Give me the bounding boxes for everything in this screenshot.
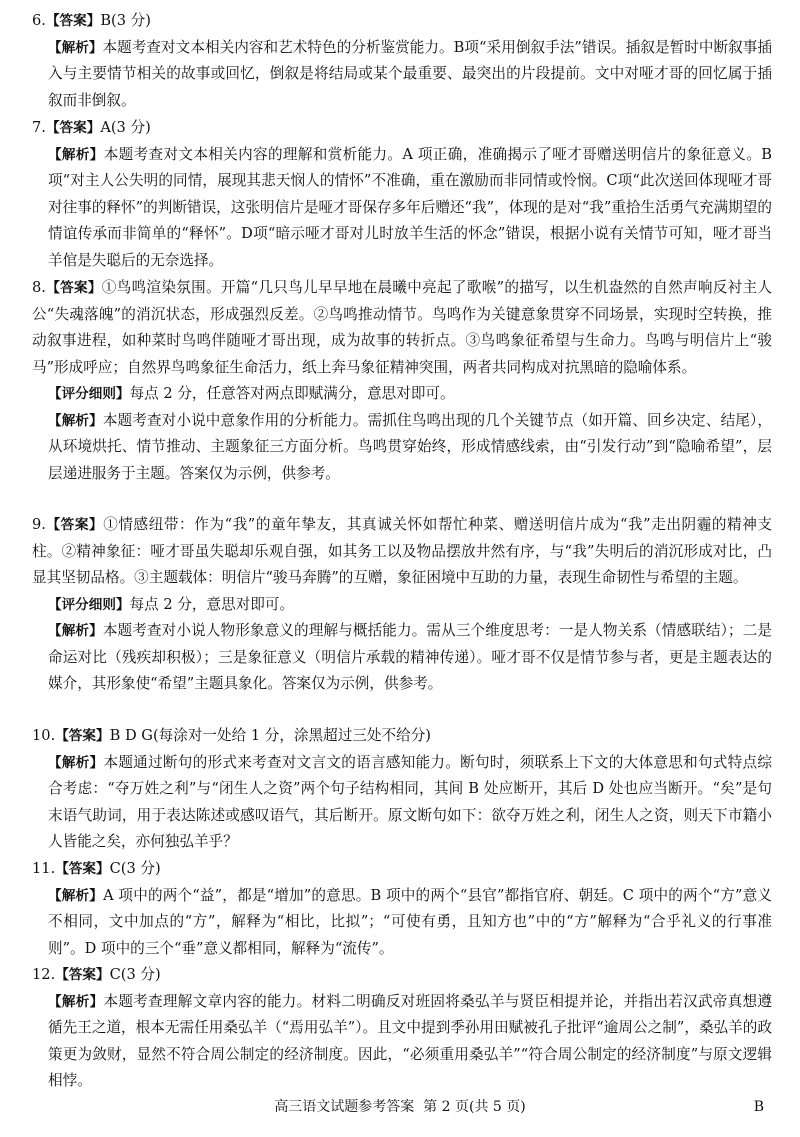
answer-line [32, 512, 772, 592]
question-number: 9. [32, 516, 46, 533]
answer-line [32, 8, 772, 35]
answer-line [32, 275, 772, 381]
answer-line [32, 115, 772, 142]
analysis-line [32, 750, 772, 856]
question-number: 7. [32, 119, 46, 136]
analysis-line [32, 142, 772, 275]
analysis-tag: 【解析】 [48, 993, 104, 1010]
question-number: 12. [32, 966, 56, 983]
analysis-tag: 【解析】 [48, 754, 104, 771]
analysis-line [32, 408, 772, 488]
answer-tag: 【答案】 [55, 967, 110, 983]
analysis-text: 本题考查理解文章内容的能力。材料二明确反对班固将桑弘羊与贤臣相提并论，并指出若汉武帝真想遵循先王之道，根本无需任用桑弘羊（“焉用弘羊”）。且文中提到季孙用田赋被孔子批评“逾周公之制”，桑弘羊的政策更为敛财，显然不符合周公制定的经济制度。因此，“必须重用桑弘羊”“符合周公制定的经济制度”与原文逻辑相悖。 [48, 992, 772, 1089]
score-line [32, 381, 772, 408]
answer-text: C(3 分) [109, 860, 161, 877]
analysis-line [32, 618, 772, 698]
score-tag: 【评分细则】 [48, 386, 130, 402]
analysis-text: A 项中的两个“益”，都是“增加”的意思。B 项中的两个“县官”都指官府、朝廷。C 项中的两个“方”意义不相同，文中加点的“方”，解释为“相比，比拟”；“可使有勇，且知方也”中的“方”解释为“合乎礼义的行事准则”。D 项中的三个“垂”意义都相同，解释为“流传”。 [48, 886, 772, 957]
analysis-tag: 【解析】 [48, 146, 104, 163]
answer-line [32, 856, 772, 883]
question-7 [32, 115, 772, 274]
footer-version: B [753, 1099, 764, 1115]
score-line [32, 592, 772, 619]
analysis-text: 本题考查对小说人物形象意义的理解与概括能力。需从三个维度思考：一是人物关系（情感联结）；二是命运对比（残疾却积极）；三是象征意义（明信片承载的精神传递）。哑才哥不仅是情节参与者，更是主题表达的媒介，其形象使“希望”主题具象化。答案仅为示例，供参考。 [48, 622, 772, 692]
question-8 [32, 275, 772, 487]
question-6 [32, 8, 772, 114]
score-text: 每点 2 分，任意答对两点即赋满分，意思对即可。 [129, 385, 455, 402]
answer-tag: 【答案】 [45, 13, 101, 29]
question-number: 8. [32, 279, 46, 296]
analysis-text: 本题考查对文本相关内容的理解和赏析能力。A 项正确，准确揭示了哑才哥赠送明信片的象征意义。B项“对主人公失明的同情，展现其悲天悯人的情怀”不准确，重在激励而非同情或怜悯。C项“此次送回体现哑才哥对往事的释怀”的判断错误，这张明信片是哑才哥保存多年后赠还“我”，体现的是对“我”重拾生活勇气充满期望的情谊传承而非简单的“释怀”。D项“暗示哑才哥对儿时放羊生活的怀念”错误，根据小说有关情节可知，哑才哥当羊倌是失聪后的无奈选择。 [48, 145, 772, 269]
answer-tag: 【答案】 [55, 861, 110, 877]
analysis-tag: 【解析】 [48, 39, 103, 56]
score-tag: 【评分细则】 [48, 596, 130, 613]
footer-center [0, 1097, 800, 1117]
answer-text: ①情感纽带：作为“我”的童年挚友，其真诚关怀如帮忙种菜、赠送明信片成为“我”走出阴霾的精神支柱。②精神象征：哑才哥虽失聪却乐观自强，如其务工以及物品摆放井然有序，与“我”失明后的消沉形成对比，凸显其坚韧品格。③主题载体：明信片“骏马奔腾”的互赠，象征困境中互助的力量，表现生命韧性与希望的主题。 [32, 516, 772, 586]
analysis-line [32, 989, 772, 1095]
answer-tag: 【答案】 [55, 728, 110, 744]
answer-text: B D G(每涂对一处给 1 分，涂黑超过三处不给分) [109, 727, 431, 744]
footer-page-number: 第 2 页(共 5 页) [423, 1099, 526, 1115]
answer-tag: 【答案】 [45, 517, 104, 533]
question-number: 10. [32, 727, 56, 744]
answer-tag: 【答案】 [45, 120, 101, 136]
analysis-line [32, 883, 772, 963]
answer-line [32, 723, 772, 750]
answer-text: C(3 分) [109, 966, 161, 983]
answer-text: B(3 分) [100, 12, 151, 29]
answer-text: A(3 分) [100, 119, 151, 136]
question-9 [32, 512, 772, 698]
score-text: 每点 2 分，意思对即可。 [129, 595, 295, 613]
analysis-tag: 【解析】 [48, 887, 104, 904]
question-number: 11. [32, 860, 56, 877]
question-11 [32, 856, 772, 962]
answer-tag: 【答案】 [45, 280, 102, 296]
analysis-text: 本题通过断句的形式来考查对文言文的语言感知能力。断句时，须联系上下文的大体意思和句式特点综合考虑：“夺万姓之利”与“闭生人之资”两个句子结构相同，其间 B 处应断开，其后 D 处也应当断开。“矣”是句末语气助词，用于表达陈述或感叹语气，其后断开。原文断句如下：欲夺万姓之利，闭生人之资，则天下市籍小人皆能之矣，亦何独弘羊乎？ [48, 753, 772, 850]
analysis-tag: 【解析】 [48, 412, 103, 429]
analysis-line [32, 35, 772, 115]
answer-line [32, 962, 772, 989]
analysis-text: 本题考查对文本相关内容和艺术特色的分析鉴赏能力。B项“采用倒叙手法”错误。插叙是暂时中断叙事插入与主要情节相关的故事或回忆，倒叙是将结局或某个最重要、最突出的片段提前。文中对哑才哥的回忆属于插叙而非倒叙。 [48, 38, 773, 109]
question-number: 6. [32, 12, 46, 29]
analysis-tag: 【解析】 [48, 623, 103, 639]
answer-text: ①鸟鸣渲染氛围。开篇“几只鸟儿早早地在晨曦中亮起了歌喉”的描写，以生机盎然的自然声响反衬主人公“失魂落魄”的消沉状态，形成强烈反差。②鸟鸣推动情节。鸟鸣作为关键意象贯穿不同场景，实现时空转换，推动叙事进程，如种菜时鸟鸣伴随哑才哥出现，成为故事的转折点。③鸟鸣象征希望与生命力。鸟鸣与明信片上“骏马”形成呼应；自然界鸟鸣象征生命活力，纸上奔马象征精神突围，两者共同构成对抗黑暗的隐喻体系。 [32, 279, 772, 376]
footer-title: 高三语文试题参考答案 [274, 1099, 415, 1115]
question-12 [32, 962, 772, 1095]
question-10 [32, 723, 772, 856]
analysis-text: 本题考查对小说中意象作用的分析能力。需抓住鸟鸣出现的几个关键节点（如开篇、回乡决定、结尾），从环境烘托、情节推动、主题象征三方面分析。鸟鸣贯穿始终，形成情感线索，由“引发行动”到“隐喻希望”，层层递进服务于主题。答案仅为示例，供参考。 [48, 411, 772, 482]
